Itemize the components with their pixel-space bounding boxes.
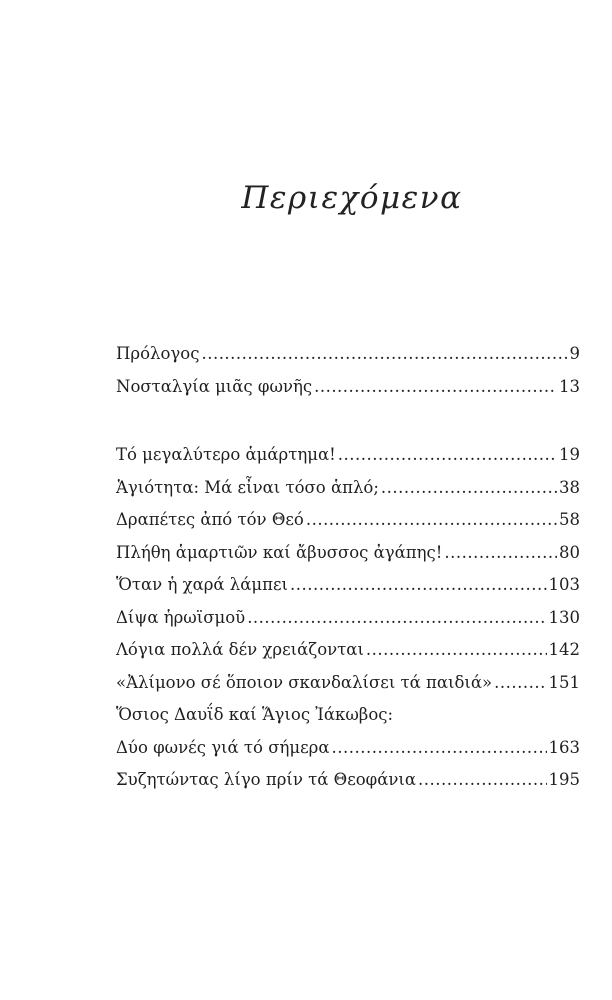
toc-entry-title: Ὅσιος Δαυΐδ καί Ἅγιος Ἰάκωβος: <box>116 705 394 724</box>
toc-entry <box>116 504 580 537</box>
dot-leader <box>201 338 567 371</box>
toc-entry-page: 142 <box>548 640 580 659</box>
toc-entry <box>116 732 580 765</box>
toc-entry-title: Νοσταλγία μιᾶς φωνῆς <box>116 376 313 396</box>
toc-entry <box>116 472 580 505</box>
toc-entry <box>116 634 580 667</box>
toc-entry-title: Πλήθη ἁμαρτιῶν καί ἄβυσσος ἀγάπης! <box>116 542 443 562</box>
toc-entry <box>116 371 580 404</box>
toc-entry <box>116 439 580 472</box>
dot-leader <box>366 634 547 667</box>
dot-leader <box>494 667 546 700</box>
toc-entry-title: Λόγια πολλά δέν χρειάζονται <box>116 640 364 659</box>
toc-entry <box>116 667 580 700</box>
dot-leader <box>418 764 546 797</box>
toc-entry-title: Δραπέτες ἀπό τόν Θεό <box>116 510 304 529</box>
dot-leader <box>332 732 547 765</box>
toc-entry-page: 130 <box>548 607 580 627</box>
toc-entry-page: 38 <box>559 477 580 497</box>
dot-leader <box>381 472 557 505</box>
toc-entry-title: «Ἀλίμονο σέ ὅποιον σκανδαλίσει τά παιδιά» <box>116 672 493 692</box>
toc-entry <box>116 338 580 371</box>
toc-entry-page: 103 <box>548 575 580 594</box>
toc-entry-page: 9 <box>569 344 580 363</box>
toc-entry-page: 80 <box>559 542 580 562</box>
dot-leader <box>290 569 547 602</box>
toc-entry <box>116 602 580 635</box>
table-of-contents <box>116 338 580 797</box>
toc-group-front-matter <box>116 338 580 403</box>
dot-leader <box>247 602 546 635</box>
toc-entry-page: 163 <box>548 737 580 757</box>
toc-entry-title: Ὅταν ἡ χαρά λάμπει <box>116 575 288 594</box>
toc-entry <box>116 537 580 570</box>
toc-entry-page: 13 <box>559 376 580 396</box>
dot-leader <box>314 371 557 404</box>
dot-leader <box>338 439 557 472</box>
toc-entry-page: 19 <box>559 445 580 464</box>
toc-entry-title: Συζητώντας λίγο πρίν τά Θεοφάνια <box>116 770 417 789</box>
toc-entry-page: 58 <box>559 510 580 529</box>
page-title: Περιεχόμενα <box>241 180 463 216</box>
toc-entry-page: 195 <box>548 770 580 789</box>
toc-entry-title: Τό μεγαλύτερο ἁμάρτημα! <box>116 445 336 464</box>
toc-entry-title: Δύο φωνές γιά τό σήμερα <box>116 737 330 757</box>
toc-entry-title: Ἁγιότητα: Μά εἶναι τόσο ἁπλό; <box>116 477 379 497</box>
dot-leader <box>444 537 557 570</box>
toc-group-chapters <box>116 439 580 797</box>
dot-leader <box>306 504 557 537</box>
toc-entry-page: 151 <box>548 672 580 692</box>
toc-entry-heading <box>116 699 580 732</box>
toc-entry-title: Πρόλογος <box>116 344 200 363</box>
toc-entry-title: Δίψα ἡρωϊσμοῦ <box>116 607 246 627</box>
toc-entry <box>116 764 580 797</box>
toc-entry <box>116 569 580 602</box>
